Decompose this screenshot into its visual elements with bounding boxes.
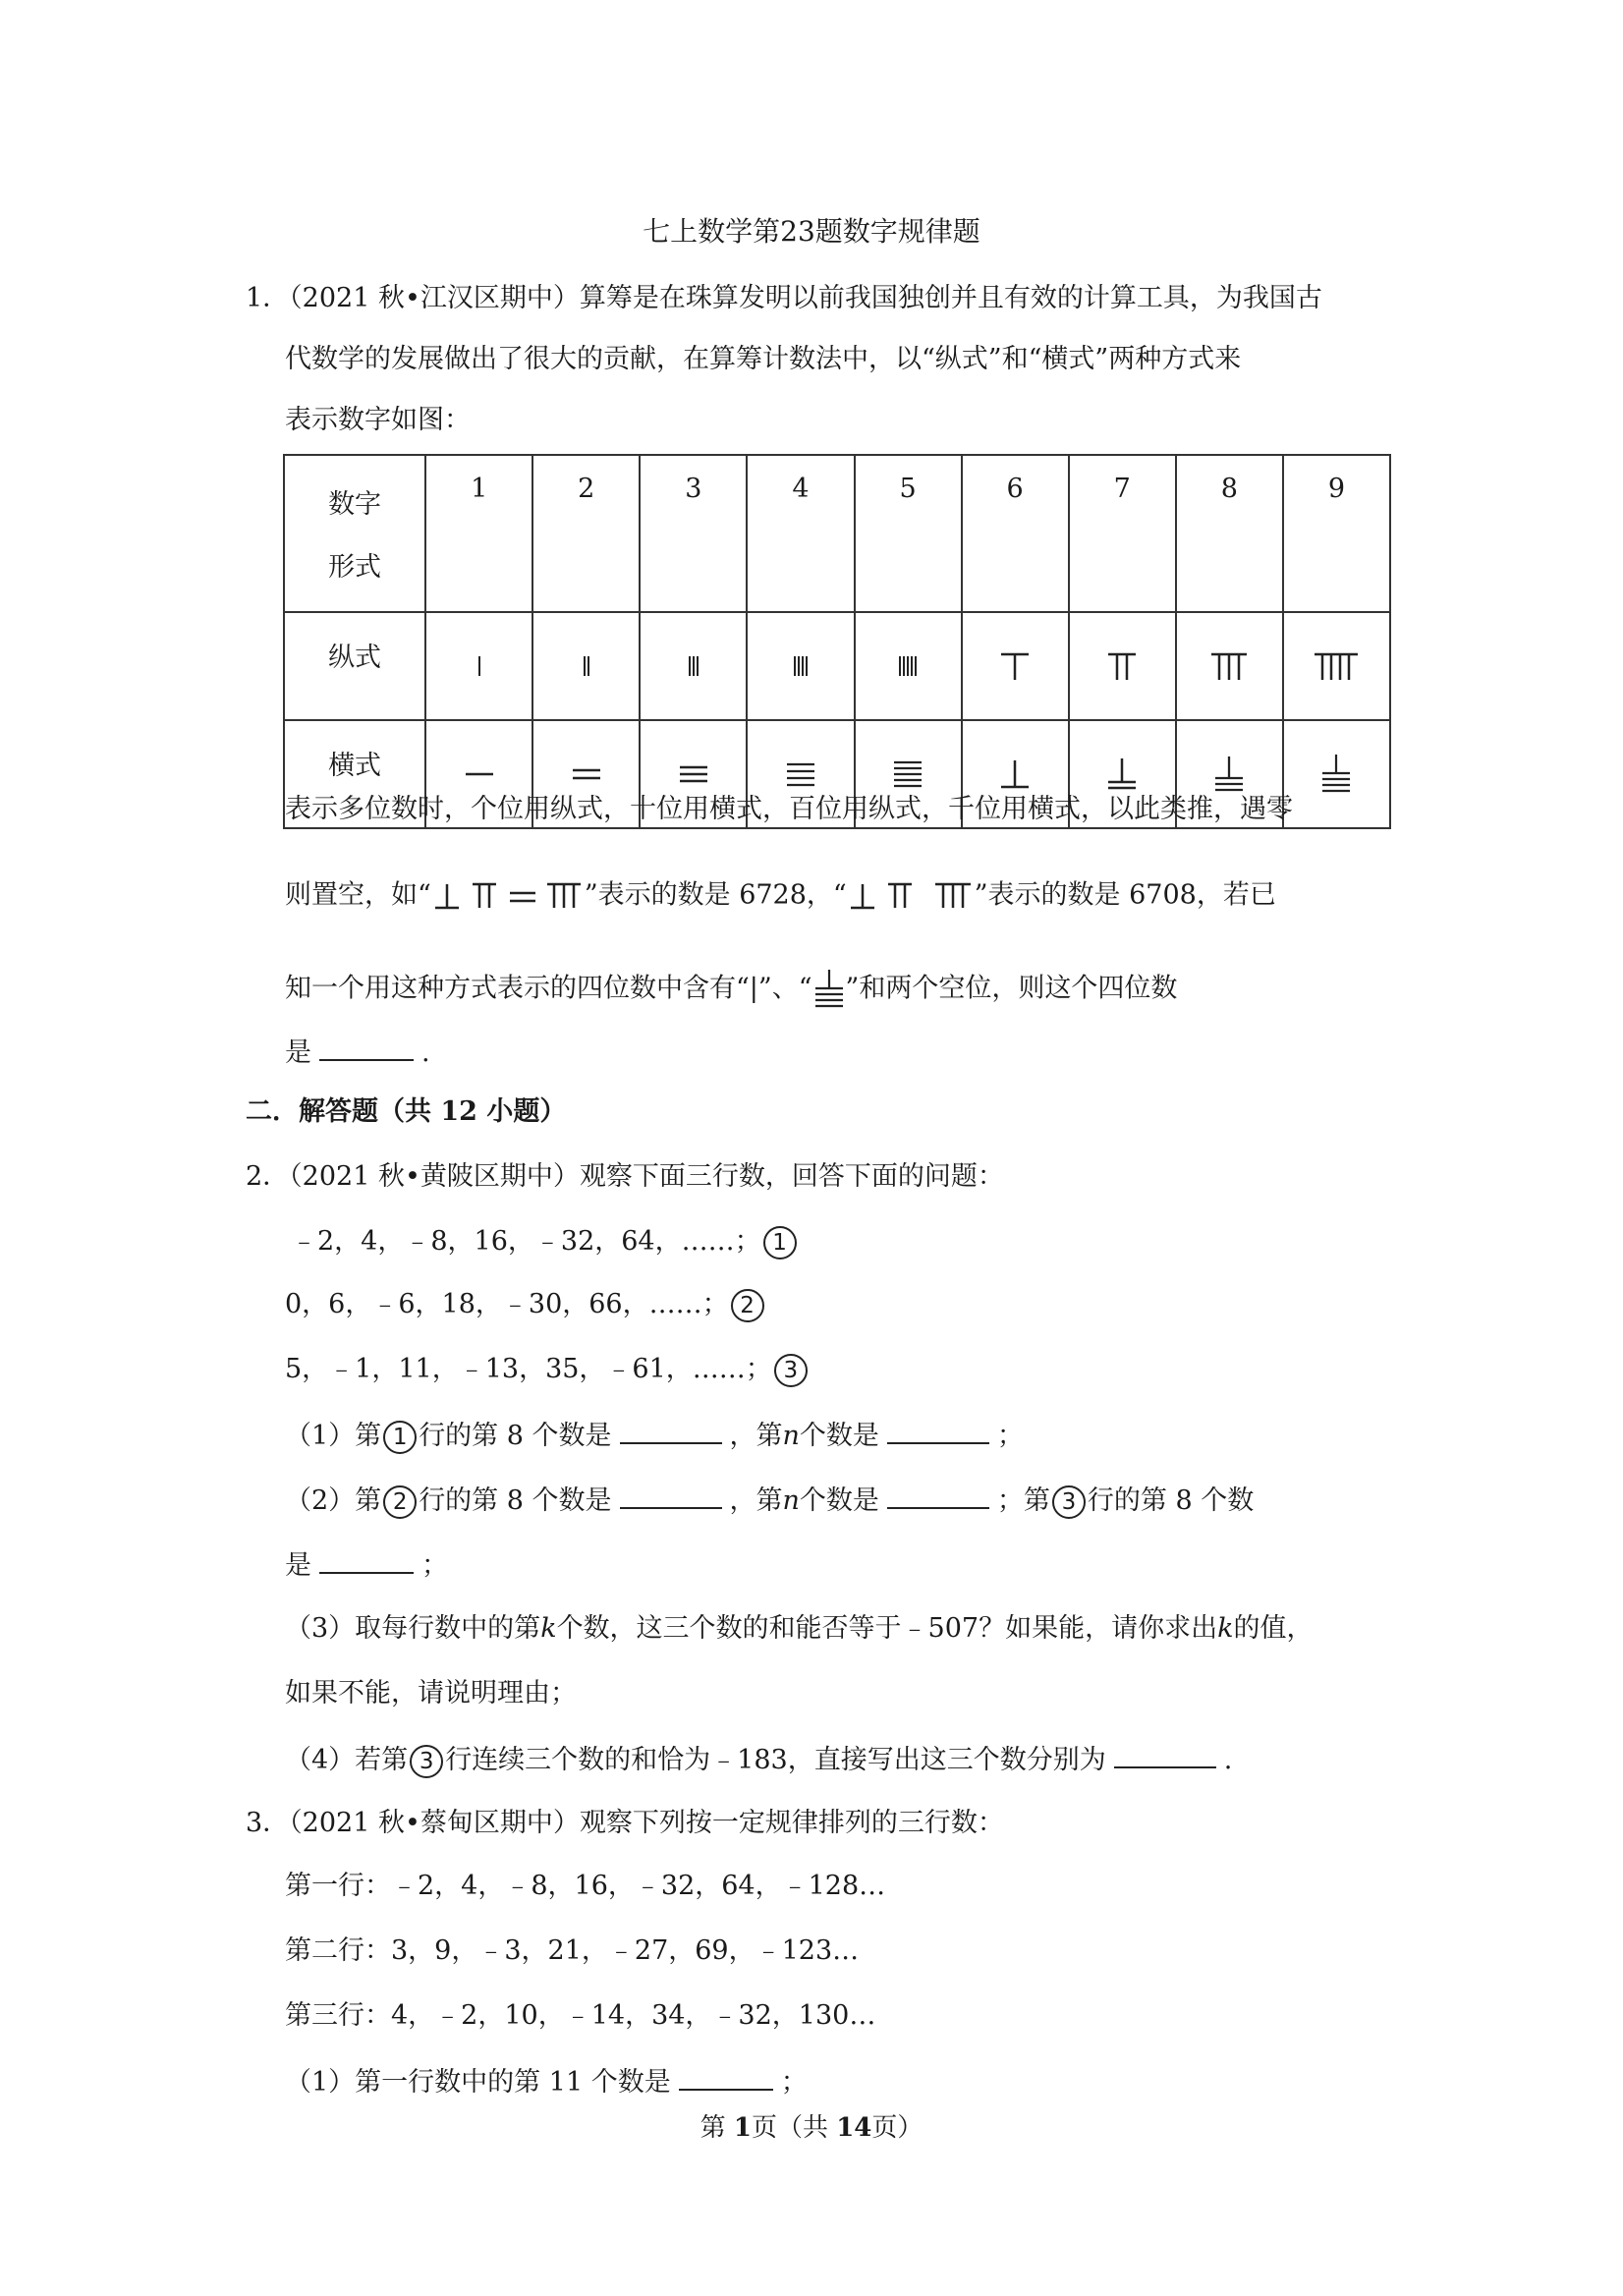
- q2-row-2: [285, 1287, 766, 1322]
- answer-blank[interactable]: [679, 2063, 773, 2091]
- q2-p3-c: 的值，: [1233, 1613, 1314, 1644]
- digit-cell: 6: [962, 455, 1069, 612]
- q2-part-2: [285, 1482, 1254, 1519]
- q1-line-1: 1．（2021 秋•江汉区期中）算筹是在珠算发明以前我国独创并且有效的计算工具，为我国古: [246, 283, 1322, 313]
- circled-number-2: 2: [383, 1485, 417, 1519]
- circled-number-3: 3: [410, 1745, 443, 1778]
- answer-blank[interactable]: [620, 1417, 722, 1444]
- q3-row-1: 第一行：﹣2，4，﹣8，16，﹣32，64，﹣128…: [285, 1871, 886, 1901]
- q3-part-1: [285, 2063, 808, 2100]
- q2-row-3: [285, 1352, 810, 1387]
- q1-line-6: [285, 969, 1177, 1010]
- variable-k: k: [540, 1613, 557, 1644]
- circled-number-1: 1: [763, 1226, 797, 1260]
- rod-vertical-5-icon: [855, 612, 962, 720]
- q1-line-5-a: 则置空，如“: [285, 879, 431, 911]
- q3-p1-a: （1）第一行数中的第 11 个数是: [285, 2067, 671, 2098]
- q2-row-1-text: ﹣2，4，﹣8，16，﹣32，64，……；: [291, 1226, 761, 1257]
- q1-line-5: [285, 876, 1276, 916]
- rod-vertical-1-icon: [425, 612, 532, 720]
- q2-row-2-text: 0，6，﹣6，18，﹣30，66，……；: [285, 1289, 729, 1319]
- circled-number-3: 3: [774, 1354, 808, 1387]
- rod-horizontal-9-icon: [812, 969, 846, 1010]
- circled-number-1: 1: [383, 1421, 417, 1454]
- variable-n: n: [782, 1421, 800, 1451]
- q3-row-3: 第三行：4，﹣2，10，﹣14，34，﹣32，130…: [285, 2000, 876, 2031]
- q1-line-7: 是 .: [285, 1034, 430, 1071]
- q2-p3-a: （3）取每行数中的第: [285, 1613, 541, 1644]
- page-number: 1: [733, 2113, 752, 2143]
- q2-row-1: [291, 1224, 799, 1260]
- q2-part-4: [285, 1741, 1232, 1778]
- q1-line-3: 表示数字如图：: [285, 405, 471, 435]
- q2-part-2-cont: [285, 1546, 448, 1584]
- q1-line-7-text: 是: [285, 1037, 311, 1068]
- circled-number-2: 2: [731, 1289, 764, 1322]
- header-label-b: 形式: [328, 552, 382, 583]
- variable-k: k: [1217, 1613, 1234, 1644]
- q2-p2-f: 行的第 8 个数: [1087, 1485, 1255, 1516]
- q2-p1-b: 行的第 8 个数是: [419, 1421, 612, 1451]
- rod-vertical-4-icon: [747, 612, 854, 720]
- q2-part-3: [285, 1611, 1313, 1647]
- table-row-vertical: [284, 612, 1390, 720]
- rod-vertical-7-icon: [1069, 612, 1176, 720]
- q2-part-1: [285, 1417, 1024, 1454]
- digit-cell: 8: [1176, 455, 1283, 612]
- digit-cell: 5: [855, 455, 962, 612]
- answer-blank[interactable]: [887, 1417, 989, 1444]
- rod-vertical-8-icon: [1176, 612, 1283, 720]
- q2-p2-a: （2）第: [285, 1485, 382, 1516]
- q2-p2-e: ；第: [996, 1485, 1050, 1516]
- rod-vertical-6-icon: [962, 612, 1069, 720]
- table-row-digits: [284, 455, 1390, 612]
- page-title: 七上数学第23题数字规律题: [643, 215, 980, 248]
- q2-p4-c: .: [1223, 1745, 1233, 1775]
- answer-blank[interactable]: [319, 1034, 414, 1061]
- rod-vertical-2-icon: [532, 612, 640, 720]
- digit-cell: 9: [1283, 455, 1390, 612]
- answer-blank[interactable]: [319, 1546, 414, 1574]
- variable-n: n: [782, 1485, 800, 1516]
- q2-p2-h: ；: [421, 1550, 448, 1581]
- footer-middle: 页（共: [751, 2113, 837, 2143]
- q2-intro: 2．（2021 秋•黄陂区期中）观察下面三行数，回答下面的问题：: [246, 1161, 1004, 1192]
- header-label-cell: [284, 455, 425, 612]
- q2-part-3-cont: 如果不能，请说明理由；: [285, 1678, 577, 1708]
- q1-line-6-b: ”和两个空位，则这个四位数: [845, 973, 1178, 1004]
- vertical-label: 纵式: [284, 612, 425, 720]
- page-total: 14: [836, 2113, 872, 2143]
- answer-blank[interactable]: [1114, 1741, 1216, 1768]
- q2-p2-g: 是: [285, 1550, 311, 1581]
- q2-p4-b: 行连续三个数的和恰为﹣183，直接写出这三个数分别为: [445, 1745, 1106, 1775]
- rod-number-6708-icon: [847, 876, 975, 916]
- page-footer: [0, 2110, 1623, 2146]
- digit-cell: 3: [640, 455, 747, 612]
- q1-line-2: 代数学的发展做出了很大的贡献，在算筹计数法中，以“纵式”和“横式”两种方式来: [285, 344, 1242, 374]
- header-label-a: 数字: [328, 489, 382, 520]
- q3-intro: 3．（2021 秋•蔡甸区期中）观察下列按一定规律排列的三行数：: [246, 1808, 1004, 1838]
- q2-p4-a: （4）若第: [285, 1745, 409, 1775]
- rod-vertical-9-icon: [1283, 612, 1390, 720]
- answer-blank[interactable]: [620, 1482, 722, 1509]
- q2-p2-b: 行的第 8 个数是: [419, 1485, 612, 1516]
- counting-rod-table: [283, 454, 1391, 829]
- q1-line-5-c: ”表示的数是 6708，若已: [974, 879, 1276, 911]
- answer-blank[interactable]: [887, 1482, 989, 1509]
- rod-number-6728-icon: [431, 876, 585, 916]
- digit-cell: 7: [1069, 455, 1176, 612]
- q2-p2-d: 个数是: [799, 1485, 879, 1516]
- q3-row-2: 第二行：3，9，﹣3，21，﹣27，69，﹣123…: [285, 1935, 860, 1966]
- digit-cell: 4: [747, 455, 854, 612]
- q1-line-5-b: ”表示的数是 6728，“: [584, 879, 847, 911]
- rod-horizontal-9-icon: [1283, 720, 1390, 828]
- digit-cell: 2: [532, 455, 640, 612]
- rod-vertical-3-icon: [640, 612, 747, 720]
- section-heading: 二．解答题（共 12 小题）: [246, 1096, 567, 1127]
- q2-p1-a: （1）第: [285, 1421, 382, 1451]
- footer-prefix: 第: [700, 2113, 734, 2143]
- footer-suffix: 页）: [871, 2113, 923, 2143]
- q2-p1-d: 个数是: [799, 1421, 879, 1451]
- q2-p1-c: ，第: [729, 1421, 783, 1451]
- q2-row-3-text: 5，﹣1，11，﹣13，35，﹣61，……；: [285, 1354, 772, 1384]
- q2-p2-c: ，第: [729, 1485, 783, 1516]
- q2-p3-b: 个数，这三个数的和能否等于﹣507？如果能，请你求出: [556, 1613, 1218, 1644]
- q1-line-6-a: 知一个用这种方式表示的四位数中含有“|”、“: [285, 973, 812, 1004]
- q1-line-4: 表示多位数时，个位用纵式，十位用横式，百位用纵式，千位用横式，以此类推，遇零: [285, 794, 1293, 824]
- digit-cell: 1: [425, 455, 532, 612]
- q3-p1-b: ；: [780, 2067, 808, 2098]
- circled-number-3: 3: [1052, 1485, 1086, 1519]
- horizontal-label: 横式: [284, 720, 425, 828]
- q2-p1-e: ；: [996, 1421, 1024, 1451]
